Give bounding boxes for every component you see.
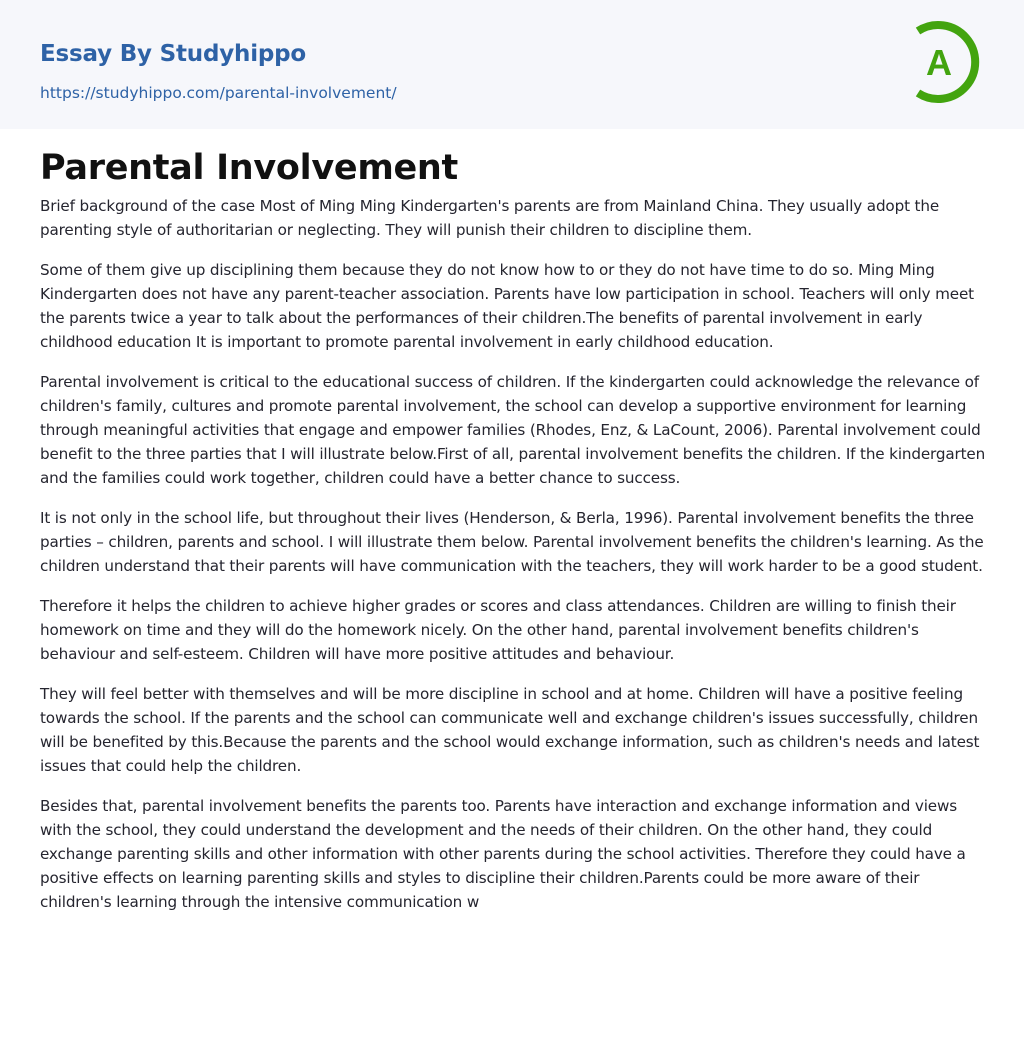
paragraph: Besides that, parental involvement benefits the parents too. Parents have interaction and exchange information and views with the school, they could understand the development and the needs of their children. On the other hand, they could exchange parenting skills and other information with other parents during the school activities. Therefore they could have a positive effects on learning parenting skills and styles to discipline their children.Parents could be more aware of their children's learning through the intensive communication w (40, 797, 966, 911)
logo-letter: A (926, 42, 952, 83)
paragraph: Brief background of the case Most of Ming Ming Kindergarten's parents are from Mainland China. They usually adopt the parenting style of authoritarian or neglecting. They will punish their children to discipline them. (40, 197, 940, 239)
page-title: Parental Involvement (40, 148, 458, 188)
paragraph: Therefore it helps the children to achieve higher grades or scores and class attendances. Children are willing to finish their homework on time and they will do the homework nicely. On the other hand, parental involvement benefits children's behaviour and self-esteem. Children will have more positive attitudes and behaviour. (40, 597, 956, 663)
essay-body (40, 194, 986, 930)
studyhippo-logo-icon[interactable] (910, 18, 988, 106)
paragraph: Parental involvement is critical to the educational success of children. If the kindergarten could acknowledge the relevance of children's family, cultures and promote parental involvement, the school can develop a supportive environment for learning through meaningful activities that engage and empower families (Rhodes, Enz, & LaCount, 2006). Parental involvement could benefit to the three parties that I will illustrate below.First of all, parental involvement benefits the children. If the kindergarten and the families could work together, children could have a better chance to success. (40, 373, 986, 487)
paragraph: Some of them give up disciplining them because they do not know how to or they do not have time to do so. Ming Ming Kindergarten does not have any parent-teacher association. Parents have low participation in school. Teachers will only meet the parents twice a year to talk about the performances of their children.The benefits of parental involvement in early childhood education It is important to promote parental involvement in early childhood education. (40, 261, 974, 351)
brand-title: Essay By Studyhippo (40, 41, 307, 67)
paragraph: They will feel better with themselves and will be more discipline in school and at home. Children will have a positive feeling towards the school. If the parents and the school can communicate well and exchange children's issues successfully, children will be benefited by this.Because the parents and the school would exchange information, such as children's needs and latest issues that could help the children. (40, 685, 980, 775)
essay-url-link[interactable]: https://studyhippo.com/parental-involvement/ (40, 84, 397, 102)
paragraph: It is not only in the school life, but throughout their lives (Henderson, & Berla, 1996). Parental involvement benefits the three parties – children, parents and school. I will illustrate them below. Parental involvement benefits the children's learning. As the children understand that their parents will have communication with the teachers, they will work harder to be a good student. (40, 509, 984, 575)
